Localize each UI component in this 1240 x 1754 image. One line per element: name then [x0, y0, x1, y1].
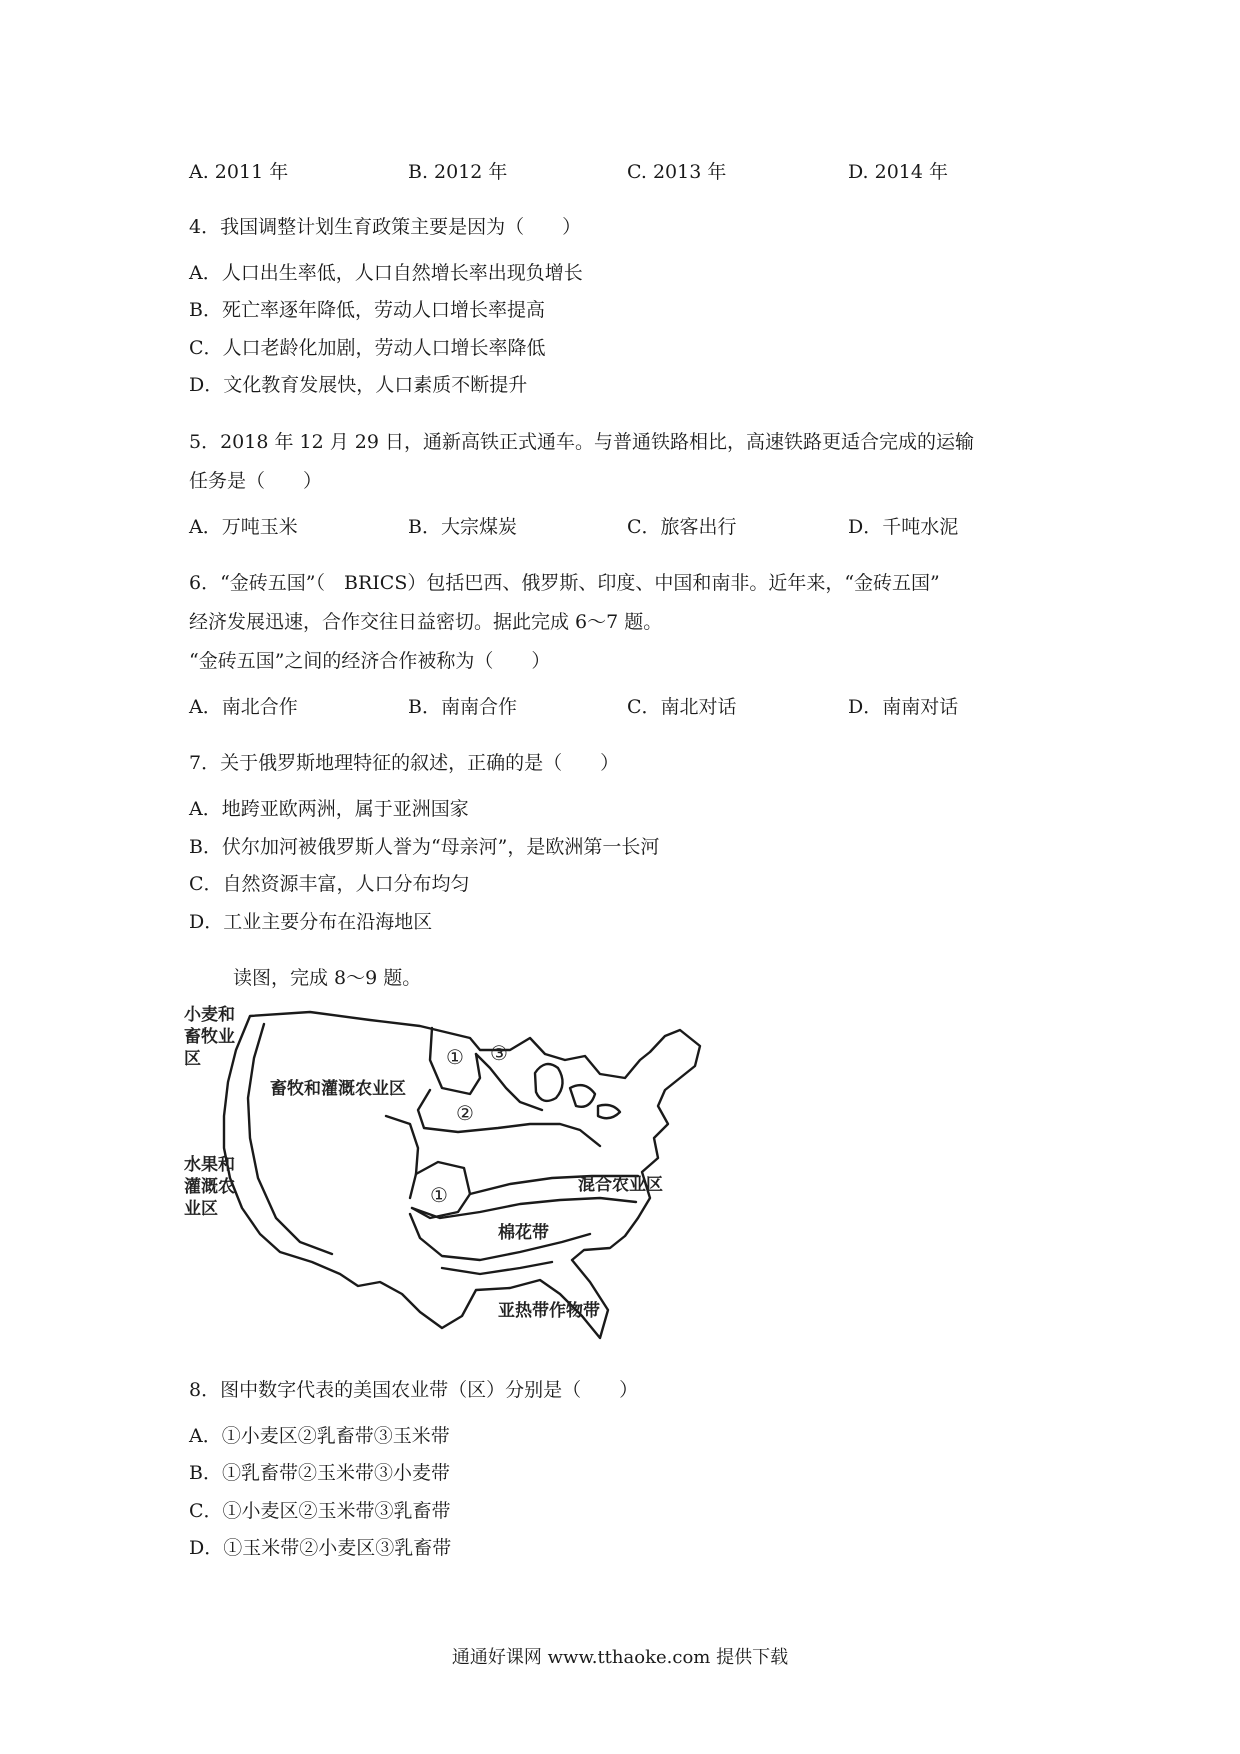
q3-option-c: C. 2013 年 [627, 161, 727, 183]
q4-stem: 4．我国调整计划生育政策主要是因为（ ） [189, 216, 582, 238]
q6-option-d: D．南南对话 [848, 696, 959, 718]
map-label-subtropical: 亚热带作物带 [498, 1301, 600, 1321]
map-label-mixed: 混合农业区 [578, 1175, 663, 1195]
great-lakes [535, 1064, 563, 1101]
map-number-2: ② [456, 1101, 474, 1125]
q6-intro-line1: 6．“金砖五国”（ BRICS）包括巴西、俄罗斯、印度、中国和南非。近年来，“金砖五国” [189, 572, 940, 594]
q8-option-c: C．①小麦区②玉米带③乳畜带 [189, 1500, 451, 1522]
map-label-ranch-irrigation: 畜牧和灌溉农业区 [270, 1079, 406, 1099]
map-number-3: ③ [490, 1041, 508, 1065]
q3-option-a: A. 2011 年 [189, 161, 289, 183]
q5-option-d: D．千吨水泥 [848, 516, 959, 538]
q5-stem-line1: 5．2018 年 12 月 29 日，通新高铁正式通车。与普通铁路相比，高速铁路更适合完成的运输 [189, 431, 974, 453]
page-footer: 通通好课网 www.tthaoke.com 提供下载 [451, 1647, 789, 1668]
q5-option-c: C．旅客出行 [627, 516, 737, 538]
map-label-fruit-irrigation-2: 灌溉农 [184, 1177, 235, 1197]
q3-option-b: B. 2012 年 [408, 161, 508, 183]
q8-stem: 8．图中数字代表的美国农业带（区）分别是（ ） [189, 1379, 639, 1401]
q6-intro-line2: 经济发展迅速，合作交往日益密切。据此完成 6～7 题。 [189, 611, 663, 633]
q6-option-a: A．南北合作 [189, 696, 298, 718]
q8-option-a: A．①小麦区②乳畜带③玉米带 [189, 1425, 450, 1447]
read-map-instruction: 读图，完成 8～9 题。 [233, 967, 422, 989]
q6-option-b: B．南南合作 [408, 696, 517, 718]
q6-option-c: C．南北对话 [627, 696, 737, 718]
q7-option-a: A．地跨亚欧两洲，属于亚洲国家 [189, 798, 469, 820]
pacific-belt-line [248, 1024, 332, 1254]
us-agriculture-map [180, 998, 780, 1358]
q7-stem: 7．关于俄罗斯地理特征的叙述，正确的是（ ） [189, 752, 620, 774]
q5-option-a: A．万吨玉米 [189, 516, 298, 538]
q4-option-c: C．人口老龄化加剧，劳动人口增长率降低 [189, 337, 546, 359]
q4-option-d: D．文化教育发展快，人口素质不断提升 [189, 374, 528, 396]
q3-option-d: D. 2014 年 [848, 161, 949, 183]
map-label-fruit-irrigation-1: 水果和 [184, 1155, 235, 1175]
map-label-wheat-ranch-2: 畜牧业 [184, 1027, 235, 1047]
map-label-fruit-irrigation-3: 业区 [184, 1199, 218, 1219]
map-label-wheat-ranch-1: 小麦和 [184, 1005, 235, 1025]
map-number-1-north: ① [446, 1045, 464, 1069]
q7-option-b: B．伏尔加河被俄罗斯人誉为“母亲河”，是欧洲第一长河 [189, 836, 660, 858]
q4-option-b: B．死亡率逐年降低，劳动人口增长率提高 [189, 299, 545, 321]
q7-option-d: D．工业主要分布在沿海地区 [189, 911, 433, 933]
us-agriculture-map-svg [180, 998, 780, 1358]
q6-stem: “金砖五国”之间的经济合作被称为（ ） [189, 650, 551, 672]
q5-option-b: B．大宗煤炭 [408, 516, 517, 538]
q8-option-d: D．①玉米带②小麦区③乳畜带 [189, 1537, 452, 1559]
q5-stem-line2: 任务是（ ） [189, 470, 323, 492]
map-label-cotton: 棉花带 [498, 1223, 549, 1243]
q8-option-b: B．①乳畜带②玉米带③小麦带 [189, 1462, 450, 1484]
q4-option-a: A．人口出生率低，人口自然增长率出现负增长 [189, 262, 583, 284]
map-label-wheat-ranch-3: 区 [184, 1049, 201, 1069]
q7-option-c: C．自然资源丰富，人口分布均匀 [189, 873, 470, 895]
map-number-1-south: ① [430, 1183, 448, 1207]
